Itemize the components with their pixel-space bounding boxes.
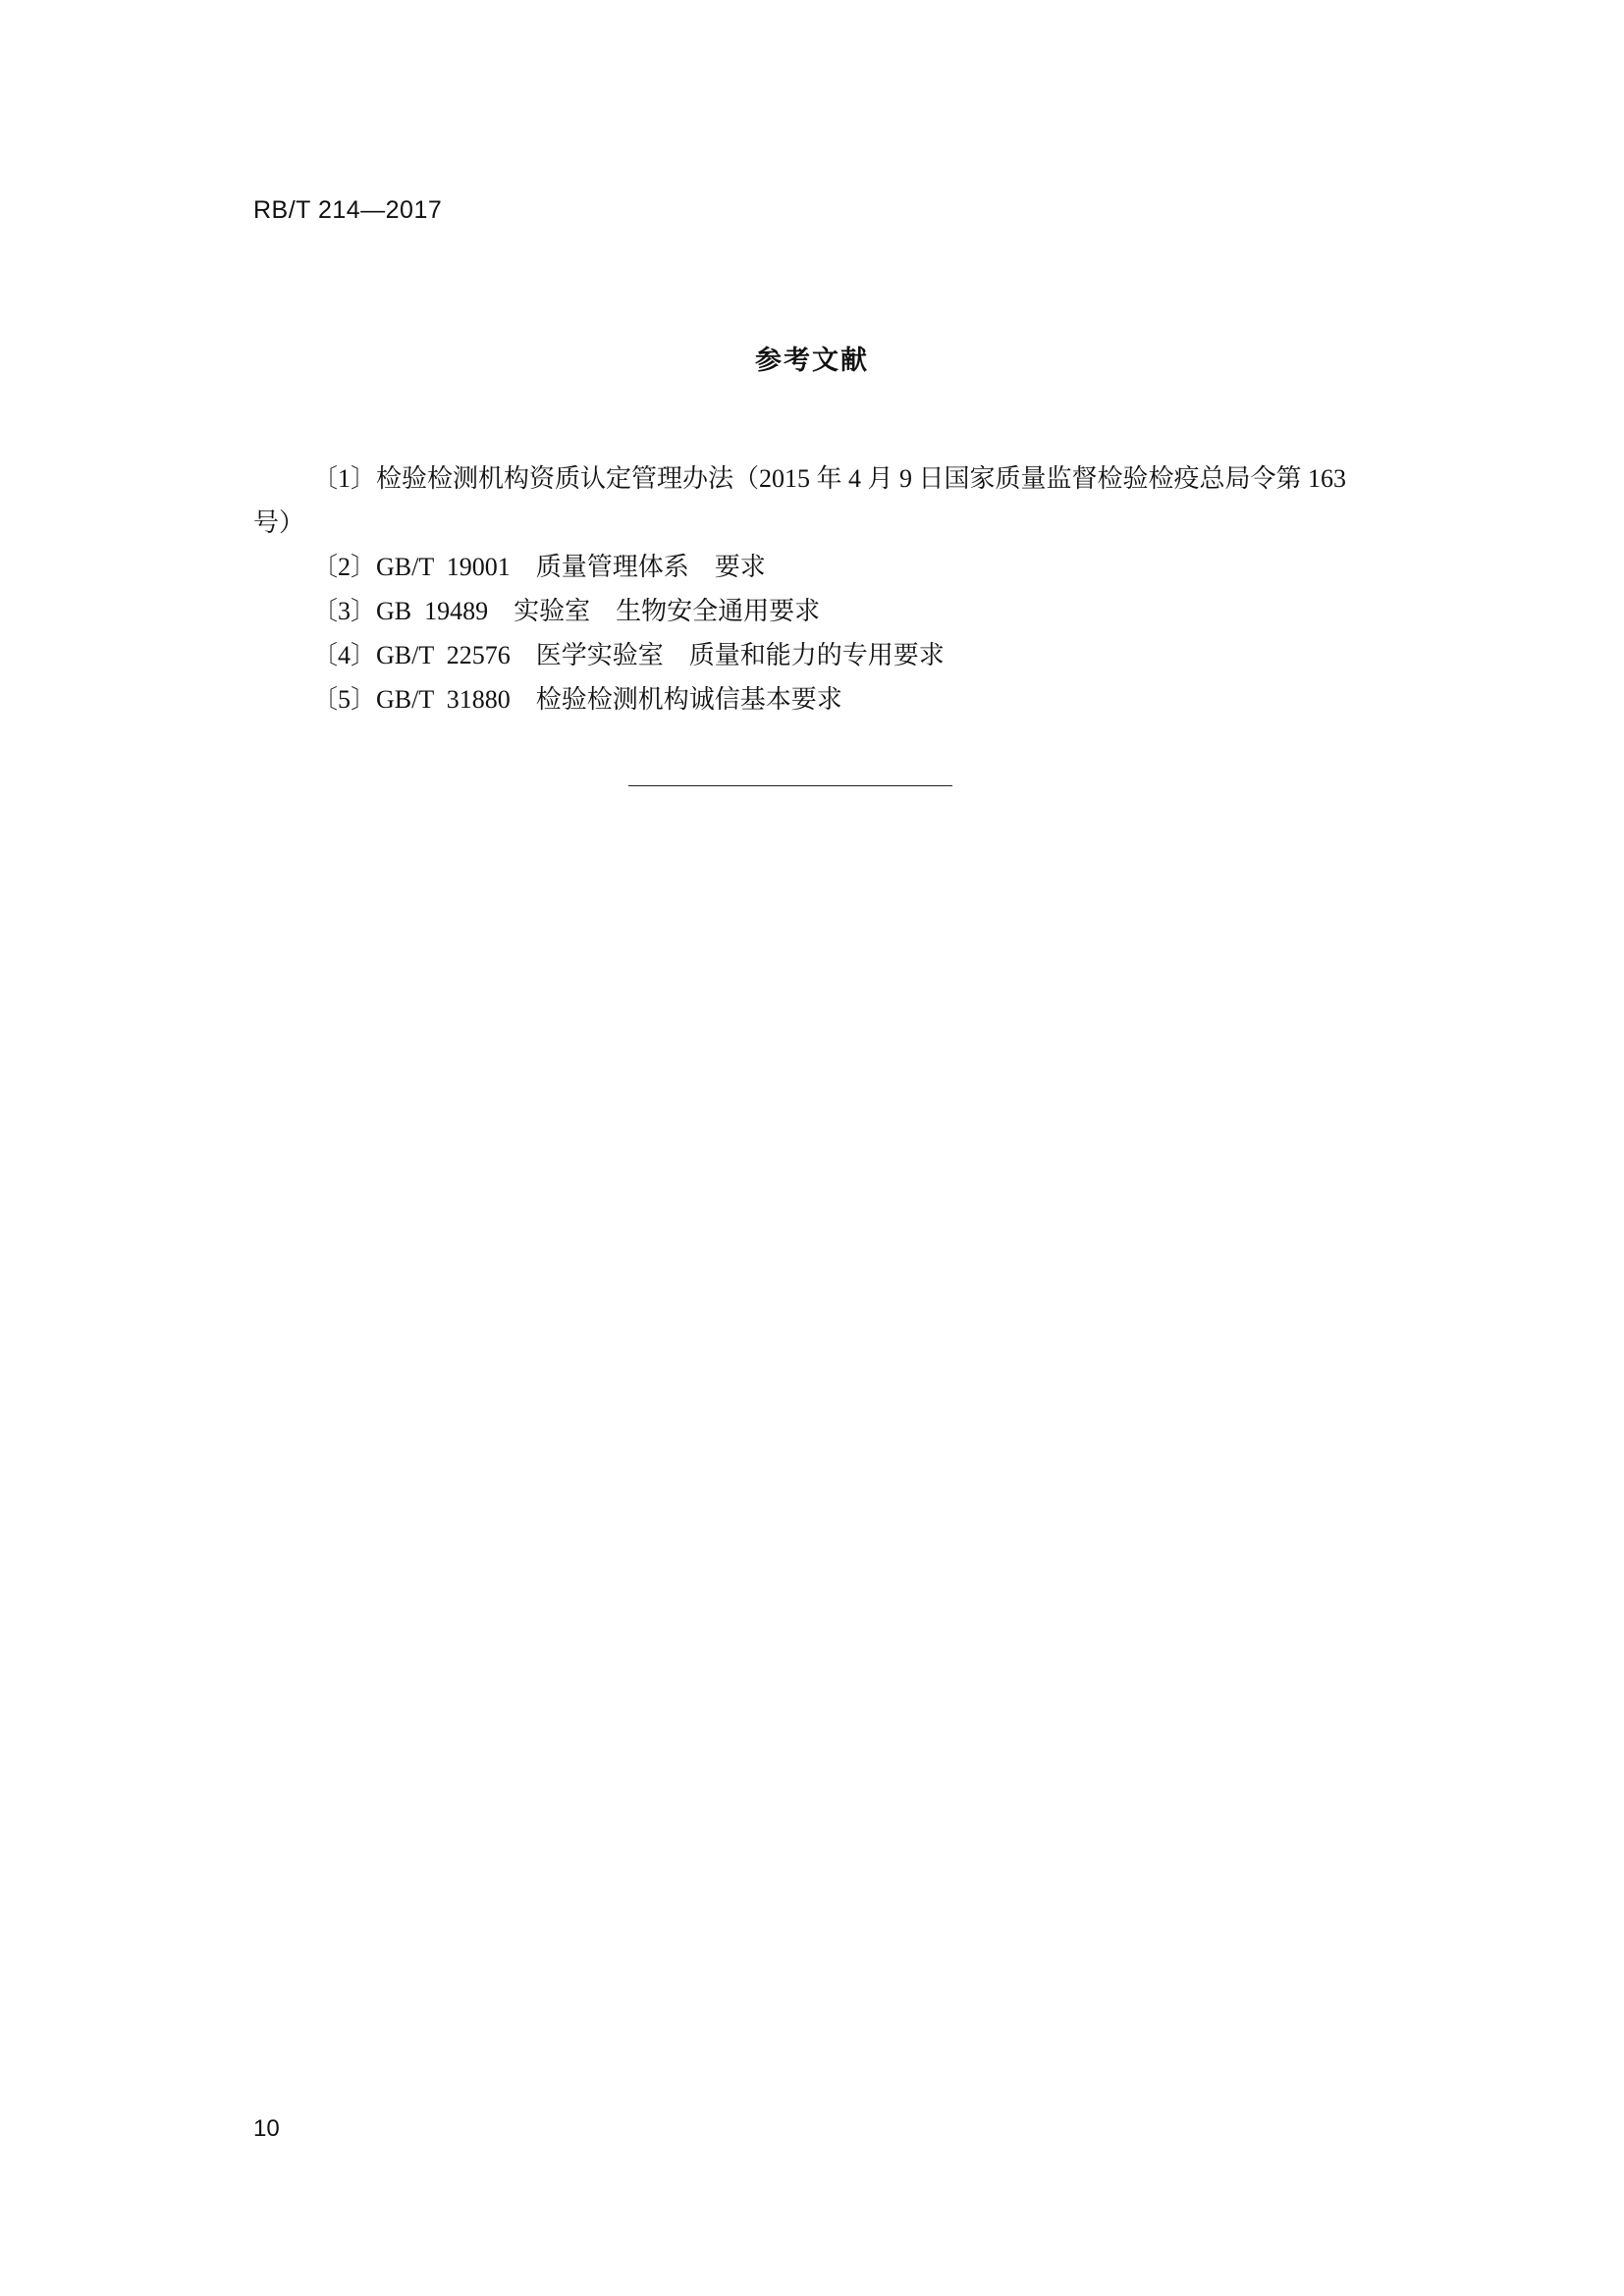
list-item: 〔2〕GB/T 19001 质量管理体系 要求	[312, 553, 766, 581]
list-item: 〔1〕检验检测机构资质认定管理办法（2015 年 4 月 9 日国家质量监督检验检疫总局令第 163 号）	[253, 464, 1353, 537]
horizontal-divider	[628, 785, 952, 786]
list-item: 〔3〕GB 19489 实验室 生物安全通用要求	[312, 597, 821, 625]
standard-number-header: RB/T 214—2017	[253, 196, 443, 224]
list-item: 〔5〕GB/T 31880 检验检测机构诚信基本要求	[312, 685, 842, 714]
section-title: 参考文献	[755, 346, 869, 375]
list-item: 〔4〕GB/T 22576 医学实验室 质量和能力的专用要求	[312, 641, 945, 669]
reference-list	[253, 456, 1373, 721]
page-number: 10	[253, 2115, 280, 2142]
